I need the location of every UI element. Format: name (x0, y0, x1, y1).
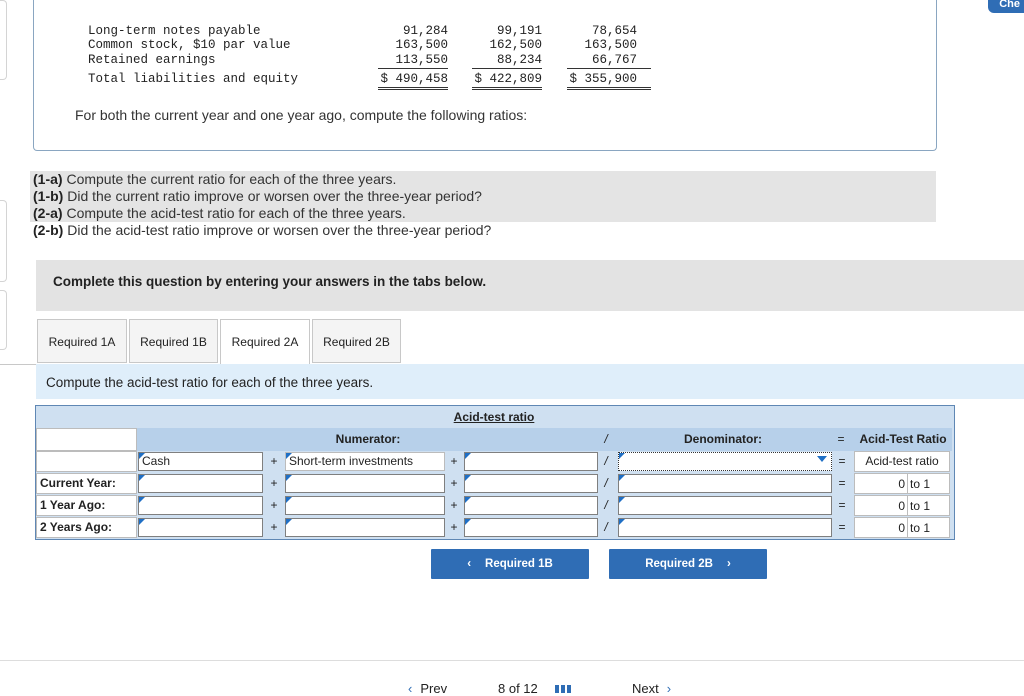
plus-sign: + (450, 476, 458, 490)
pagination-bar (0, 660, 1024, 696)
side-panel-edge (0, 200, 7, 282)
denominator-select[interactable] (618, 452, 832, 471)
denominator-input[interactable] (618, 496, 832, 515)
equals-sign: = (838, 498, 846, 512)
numerator-input[interactable] (138, 474, 263, 493)
numerator-input[interactable] (285, 518, 445, 537)
grid-icon (555, 685, 571, 693)
instructions-banner (36, 260, 1024, 311)
divide-sign: / (604, 454, 608, 468)
value-current: 91,284 (402, 24, 448, 38)
equals-sign: = (838, 476, 846, 490)
side-panel-edge (0, 290, 7, 350)
numerator-input[interactable] (464, 518, 598, 537)
row-label-2-years-ago: 2 Years Ago: (36, 517, 137, 538)
underline (472, 68, 542, 69)
denominator-input[interactable] (618, 474, 832, 493)
result-cell: 0 to 1 (854, 517, 950, 538)
prompt-text: Compute the acid-test ratio for each of the three years. (46, 375, 374, 390)
value-1yr: $ 422,809 (474, 72, 542, 86)
acid-test-table (35, 405, 955, 540)
double-underline (378, 89, 448, 90)
row-label-current-year: Current Year: (36, 473, 137, 494)
numerator-input[interactable] (138, 518, 263, 537)
balance-sheet (0, 0, 700, 95)
page-indicator[interactable]: 8 of 12 (498, 681, 571, 696)
double-underline (472, 89, 542, 90)
tab-prompt (36, 364, 1024, 399)
equals-sign: = (838, 520, 846, 534)
prev-required-button[interactable]: ‹ Required 1B (431, 549, 589, 579)
result-cell: 0 to 1 (854, 473, 950, 494)
next-required-button[interactable]: Required 2B › (609, 549, 767, 579)
plus-sign: + (270, 476, 278, 490)
double-underline (567, 89, 651, 90)
double-underline (567, 87, 651, 88)
plus-sign: + (270, 498, 278, 512)
numerator-input[interactable] (138, 496, 263, 515)
equals-sign: = (837, 432, 845, 446)
value-current: $ 490,458 (380, 72, 448, 86)
plus-sign: + (270, 454, 278, 468)
value-2yr: $ 355,900 (569, 72, 637, 86)
plus-sign: + (450, 520, 458, 534)
numerator-item3-name[interactable] (464, 452, 598, 471)
double-underline (472, 87, 542, 88)
row-label-blank (36, 451, 137, 472)
tab-required-1a[interactable]: Required 1A (37, 319, 127, 363)
numerator-item2-name[interactable]: Short-term investments (285, 452, 445, 471)
tab-required-1b[interactable]: Required 1B (129, 319, 218, 363)
underline (567, 68, 651, 69)
plus-sign: + (450, 498, 458, 512)
value-2yr: 66,767 (591, 53, 637, 67)
value-2yr: 78,654 (591, 24, 637, 38)
divide-sign: / (604, 520, 608, 534)
underline (378, 68, 448, 69)
divide-sign: / (604, 476, 608, 490)
denominator-label: Denominator: (684, 432, 762, 446)
instructions-text: Complete this question by entering your answers in the tabs below. (53, 274, 487, 289)
numerator-item1-name[interactable]: Cash (138, 452, 263, 471)
row-label: Common stock, $10 par value (88, 38, 291, 52)
value-2yr: 163,500 (584, 38, 637, 52)
double-underline (378, 87, 448, 88)
row-label: Total liabilities and equity (88, 72, 299, 86)
requirement-2b: (2-b) Did the acid-test ratio improve or worsen over the three-year period? (33, 222, 492, 238)
chevron-right-icon: › (666, 681, 672, 696)
prev-page-button[interactable]: ‹ Prev (408, 681, 448, 696)
tab-required-2b[interactable]: Required 2B (312, 319, 401, 363)
plus-sign: + (270, 520, 278, 534)
requirement-1b: (1-b) Did the current ratio improve or worsen over the three-year period? (33, 188, 482, 204)
numerator-input[interactable] (285, 474, 445, 493)
chevron-left-icon: ‹ (467, 558, 472, 570)
intro-text: For both the current year and one year ago, compute the following ratios: (75, 107, 528, 123)
divide-sign: / (604, 432, 608, 446)
next-page-button[interactable]: Next › (632, 681, 672, 696)
value-1yr: 88,234 (496, 53, 542, 67)
table-title: Acid-test ratio (453, 410, 535, 424)
result-cell: 0 to 1 (854, 495, 950, 516)
plus-sign: + (450, 454, 458, 468)
row-label-1-year-ago: 1 Year Ago: (36, 495, 137, 516)
numerator-label: Numerator: (335, 432, 401, 446)
numerator-input[interactable] (464, 496, 598, 515)
requirements-list (30, 171, 936, 238)
numerator-input[interactable] (285, 496, 445, 515)
result-label-cell: Acid-test ratio (854, 451, 950, 472)
requirement-2a: (2-a) Compute the acid-test ratio for each of the three years. (33, 205, 406, 221)
header-blank (36, 428, 137, 451)
value-1yr: 99,191 (496, 24, 542, 38)
chevron-right-icon: › (726, 558, 731, 570)
result-header: Acid-Test Ratio (859, 432, 947, 446)
divide-sign: / (604, 498, 608, 512)
equals-sign: = (838, 454, 846, 468)
value-1yr: 162,500 (489, 38, 542, 52)
value-current: 163,500 (395, 38, 448, 52)
row-label: Long-term notes payable (88, 24, 261, 38)
tab-required-2a[interactable]: Required 2A (220, 319, 310, 365)
row-label: Retained earnings (88, 53, 216, 67)
chevron-left-icon: ‹ (408, 681, 413, 696)
denominator-input[interactable] (618, 518, 832, 537)
requirement-1a: (1-a) Compute the current ratio for each of the three years. (33, 171, 397, 187)
value-current: 113,550 (395, 53, 448, 67)
check-button[interactable]: Che (988, 0, 1024, 13)
chevron-down-icon (817, 456, 827, 462)
numerator-input[interactable] (464, 474, 598, 493)
